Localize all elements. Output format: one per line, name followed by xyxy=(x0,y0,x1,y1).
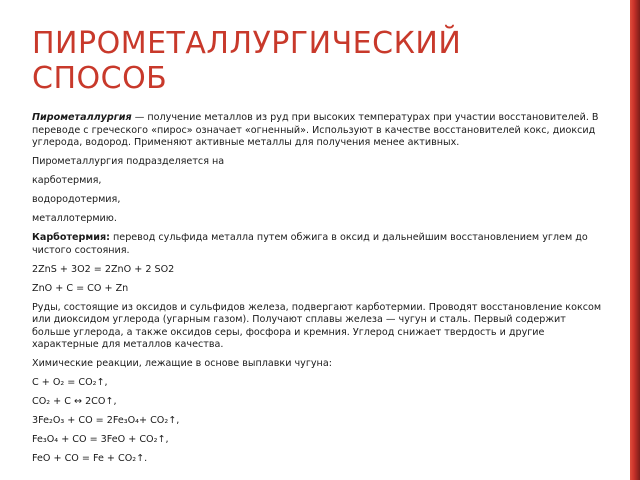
intro-text: — получение металлов из руд при высоких температурах при участии восстановителей. В переводе с греческого «пирос» означает «огненный». Используют в качестве восстановителей кокс, диоксид углерода, водород. Применяют активные металлы для получения менее активных. xyxy=(32,112,599,149)
reaction-line: Fe₃O₄ + CO = 3FeO + CO₂↑, xyxy=(32,434,169,446)
slide-edge-accent xyxy=(630,0,640,480)
type-item: металлотермию. xyxy=(32,213,117,225)
ore-paragraph: Руды, состоящие из оксидов и сульфидов железа, подвергают карботермии. Проводят восстановление коксом или диоксидом углерода (угарным газом). Получают сплавы железа — чугун и сталь. Первый содержит больше углерода, а также оксидов серы, фосфора и кремния. Углерод снижает твердость и другие характерные для металлов качества. xyxy=(32,301,602,351)
equation: ZnO + C = CO + Zn xyxy=(32,282,129,294)
reaction-line: CO₂ + C ↔ 2CO↑, xyxy=(32,396,117,408)
title-line-1: ПИРОМЕТАЛЛУРГИЧЕСКИЙ xyxy=(32,26,462,61)
carbothermy-paragraph xyxy=(32,232,606,257)
carbothermy-term: Карботермия: xyxy=(32,232,110,244)
type-item: водородотермия, xyxy=(32,194,121,206)
reaction-line: 3Fe₂O₃ + CO = 2Fe₃O₄+ CO₂↑, xyxy=(32,415,180,427)
intro-term: Пирометаллургия xyxy=(32,112,132,123)
reactions-heading: Химические реакции, лежащие в основе выплавки чугуна: xyxy=(32,358,332,370)
title-line-2: СПОСОБ xyxy=(32,61,168,96)
equation: 2ZnS + 3O2 = 2ZnO + 2 SO2 xyxy=(32,263,175,275)
reaction-line: FeO + CO = Fe + CO₂↑. xyxy=(32,453,148,465)
slide-body xyxy=(32,112,606,472)
reaction-line: C + O₂ = CO₂↑, xyxy=(32,377,108,389)
intro-paragraph xyxy=(32,112,606,150)
slide-title xyxy=(32,26,592,96)
carbothermy-text: перевод сульфида металла путем обжига в оксид и дальнейшим восстановлением углем до чистого состояния. xyxy=(32,232,588,256)
subdivides-paragraph: Пирометаллургия подразделяется на xyxy=(32,156,225,168)
type-item: карботермия, xyxy=(32,175,102,187)
